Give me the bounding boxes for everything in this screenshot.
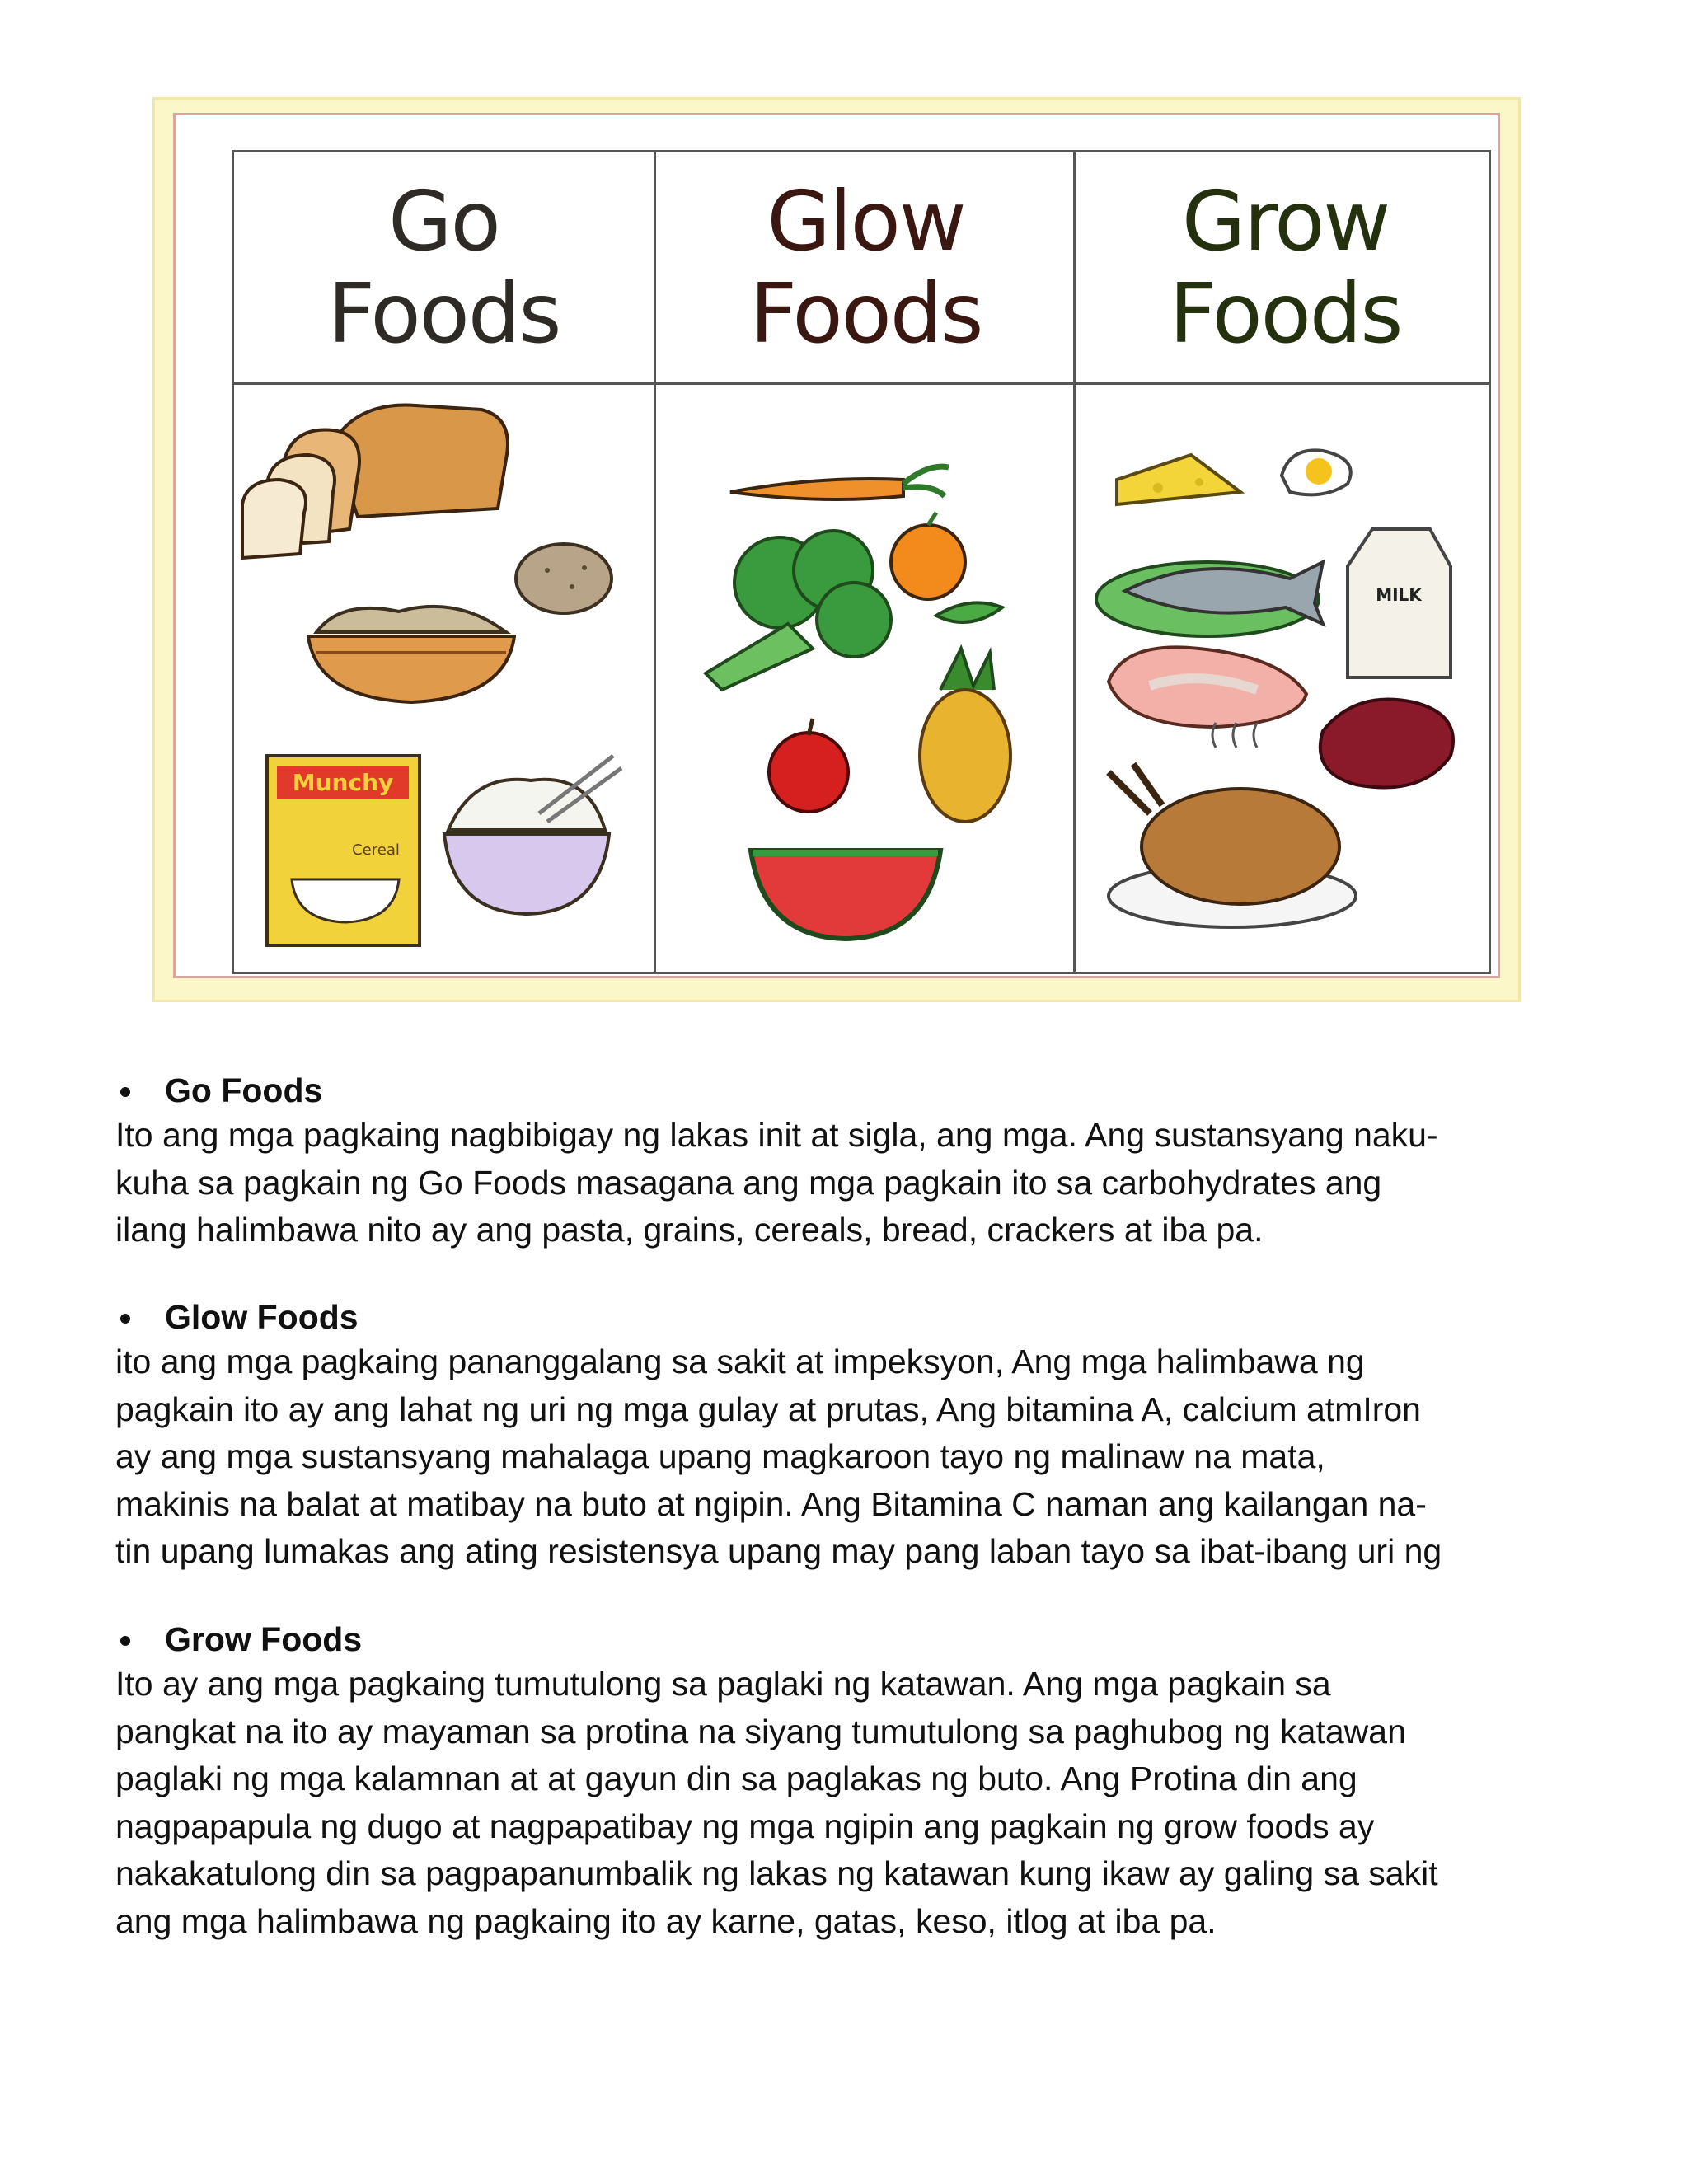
paragraph-line: kuha sa pagkain ng Go Foods masagana ang mga pagkain ito sa carbohydrates ang (115, 1163, 1382, 1202)
grow-heading-line1: Grow (1181, 172, 1390, 269)
paragraph-line: Ito ang mga pagkaing nagbibigay ng lakas init at sigla, ang mga. Ang sustansyang naku- (115, 1116, 1438, 1154)
orange-icon (891, 513, 965, 599)
grow-foods-bullet-heading: Grow Foods (115, 1618, 1591, 1661)
apple-icon (769, 719, 848, 812)
peas-icon (936, 602, 1002, 622)
rice-bowl-icon (444, 756, 621, 914)
section-glow-foods (115, 1296, 1591, 1576)
glow-foods-illustrations (656, 385, 1076, 974)
paragraph-line: tin upang lumakas ang ating resistensya upang may pang laban tayo sa ibat-ibang uri ng (115, 1532, 1442, 1570)
go-heading-line1: Go (388, 172, 499, 269)
milk-carton-icon (1348, 529, 1451, 677)
cheese-icon (1117, 455, 1240, 504)
steak-icon (1320, 700, 1453, 788)
bread-icon (242, 405, 508, 558)
paragraph-line: pagkain ito ay ang lahat ng uri ng mga gulay at prutas, Ang bitamina A, calcium atmIron (115, 1390, 1421, 1428)
go-foods-heading (234, 152, 654, 382)
poster-panel (173, 113, 1500, 978)
cereal-box-icon (267, 756, 420, 945)
glow-foods-paragraph (115, 1338, 1591, 1576)
roast-chicken-icon (1109, 723, 1356, 927)
paragraph-line: nakakatulong din sa pagpapanumbalik ng lakas ng katawan kung ikaw ay galing sa sakit (115, 1854, 1438, 1892)
paragraph-line: paglaki ng mga kalamnan at at gayun din sa paglakas ng buto. Ang Protina din ang (115, 1760, 1357, 1797)
egg-icon (1282, 450, 1351, 494)
fish-icon (1096, 562, 1323, 636)
watermelon-icon (751, 851, 940, 939)
potato-icon (516, 544, 612, 613)
grow-foods-paragraph (115, 1661, 1591, 1945)
paragraph-line: pangkat na ito ay mayaman sa protina na siyang tumutulong sa paghubog ng katawan (115, 1712, 1406, 1750)
pasta-bowl-icon (308, 607, 514, 702)
pork-chop-icon (1109, 647, 1306, 727)
milk-carton-label: MILK (1376, 585, 1422, 605)
cereal-box-label: Munchy (292, 769, 394, 796)
food-groups-table (232, 150, 1491, 974)
food-groups-poster (152, 97, 1521, 1002)
cereal-box-sub: Cereal (352, 841, 400, 859)
paragraph-line: ito ang mga pagkaing pananggalang sa sakit at impeksyon, Ang mga halimbawa ng (115, 1343, 1365, 1380)
carrot-icon (730, 466, 949, 499)
paragraph-line: ay ang mga sustansyang mahalaga upang magkaroon tayo ng malinaw na mata, (115, 1437, 1325, 1475)
grow-foods-heading (1076, 152, 1495, 382)
paragraph-line: ilang halimbawa nito ay ang pasta, grains, cereals, bread, crackers at iba pa. (115, 1211, 1264, 1249)
paragraph-line: ang mga halimbawa ng pagkaing ito ay karne, gatas, keso, itlog at iba pa. (115, 1901, 1217, 1940)
paragraph-line: makinis na balat at matibay na buto at ngipin. Ang Bitamina C naman ang kailangan na- (115, 1484, 1427, 1523)
section-go-foods (115, 1069, 1591, 1254)
grow-foods-illustrations (1076, 385, 1495, 974)
go-heading-line2: Foods (327, 265, 560, 362)
go-foods-paragraph (115, 1112, 1591, 1254)
section-grow-foods (115, 1618, 1591, 1945)
glow-heading-line1: Glow (767, 172, 965, 269)
glow-foods-bullet-heading: Glow Foods (115, 1296, 1591, 1338)
glow-foods-heading (656, 152, 1076, 382)
paragraph-line: Ito ay ang mga pagkaing tumutulong sa paglaki ng katawan. Ang mga pagkain sa (115, 1665, 1331, 1703)
broccoli-icon (706, 531, 891, 690)
pineapple-icon (920, 649, 1010, 822)
go-foods-illustrations (234, 385, 654, 974)
glow-heading-line2: Foods (749, 265, 982, 362)
paragraph-line: nagpapapula ng dugo at nagpapatibay ng mga ngipin ang pagkain ng grow foods ay (115, 1807, 1375, 1845)
grow-heading-line2: Foods (1169, 265, 1402, 362)
go-foods-bullet-heading: Go Foods (115, 1069, 1591, 1112)
